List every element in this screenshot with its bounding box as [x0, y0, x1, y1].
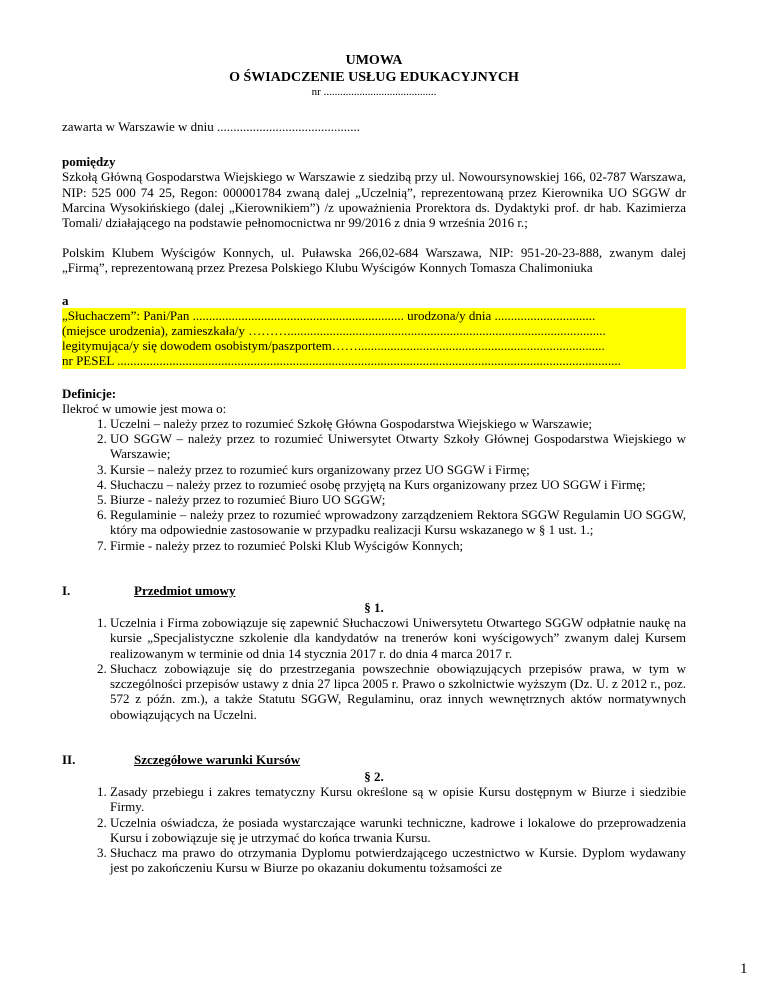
- section-1-list: [62, 615, 686, 721]
- student-line-id: legitymująca/y się dowodem osobistym/paszportem……............................................................................: [62, 338, 686, 353]
- document-title: UMOWA: [345, 53, 403, 68]
- section-heading-1: [62, 583, 686, 598]
- party-university: Szkołą Główną Gospodarstwa Wiejskiego w Warszawie z siedzibą przy ul. Nowoursynowskiej 166, 02-787 Warszawa, NIP: 525 000 74 25, Regon: 000001784 zwaną dalej „Uczelnią”, reprezentowaną przez Kierownika UO SGGW dr Marcina Wysokińskiego (dalej „Kierownikiem”) /z upoważnienia Prorektora ds. Dydaktyki prof. dr hab. Kazimierza Tomali/ działającego na podstawie pełnomocnictwa nr 99/2016 z dnia 9 września 2016 r.;: [62, 169, 686, 231]
- definition-item: 1. Uczelni – należy przez to rozumieć Szkołę Główna Gospodarstwa Wiejskiego w Warszawie;: [110, 416, 686, 431]
- contract-number: nr .........................................: [311, 86, 437, 98]
- section-number: II.: [62, 751, 76, 767]
- page-number: 1: [740, 961, 748, 977]
- definitions-intro: Ilekroć w umowie jest mowa o:: [62, 400, 227, 416]
- document-body: [62, 52, 686, 875]
- student-line-pesel: nr PESEL ...........................................................................................................................................................: [62, 353, 686, 368]
- section-heading-2: [62, 752, 686, 767]
- section-title: Szczegółowe warunki Kursów: [134, 751, 301, 767]
- between-label: pomiędzy: [62, 154, 116, 170]
- clause-item: 1. Uczelnia i Firma zobowiązuje się zapewnić Słuchaczowi Uniwersytetu Otwartego SGGW odpłatnie naukę na kursie „Specjalistyczne szkolenie dla kandydatów na trenerów koni wyścigowych” zwanym dalej Kursem realizowanym w terminie od dnia 14 stycznia 2017 r. do dnia 4 marca 2017 r.: [110, 615, 686, 661]
- section-number: I.: [62, 582, 71, 598]
- and-label: a: [62, 292, 69, 308]
- section-title: Przedmiot umowy: [134, 582, 236, 598]
- paragraph-mark: § 2.: [364, 768, 384, 784]
- student-details: [62, 308, 686, 369]
- clause-item: 2. Słuchacz zobowiązuje się do przestrzegania powszechnie obowiązujących przepisów prawa, w tym w szczególności przepisów ustawy z dnia 27 lipca 2005 r. Prawo o szkolnictwie wyższym (Dz. U. z 2012 r., poz. 572 z późn. zm.), a także Statutu SGGW, Regulaminu, oraz innych wewnętrznych aktów normatywnych obowiązujących na Uczelni.: [110, 661, 686, 722]
- clause-item: 3. Słuchacz ma prawo do otrzymania Dyplomu potwierdzającego uczestnictwo w Kursie. Dyplom wydawany jest po zakończeniu Kursu w Biurze po okazaniu dokumentu tożsamości ze: [110, 845, 686, 875]
- student-line-address: (miejsce urodzenia), zamieszkała/y ………..................................................................................................: [62, 323, 686, 338]
- definition-item: 7. Firmie - należy przez to rozumieć Polski Klub Wyścigów Konnych;: [110, 538, 686, 553]
- clause-item: 1. Zasady przebiegu i zakres tematyczny Kursu określone są w opisie Kursu dostępnym w Biurze i siedzibie Firmy.: [110, 784, 686, 814]
- definition-item: 6. Regulaminie – należy przez to rozumieć wprowadzony zarządzeniem Rektora SGGW Regulamin UO SGGW, który ma odpowiednie zastosowanie w przypadku realizacji Kursu wskazanego w § 1 ust. 1.;: [110, 507, 686, 537]
- party-company: Polskim Klubem Wyścigów Konnych, ul. Puławska 266,02-684 Warszawa, NIP: 951-20-23-888, zwanym dalej „Firmą”, reprezentowaną przez Prezesa Polskiego Klubu Wyścigów Konnych Tomasza Chalimoniuka: [62, 245, 686, 276]
- clause-item: 2. Uczelnia oświadcza, że posiada wystarczające warunki techniczne, kadrowe i lokalowe do przeprowadzenia Kursu i zobowiązuje się je utrzymać do końca trwania Kursu.: [110, 815, 686, 845]
- definitions-heading: Definicje:: [62, 385, 117, 401]
- paragraph-mark: § 1.: [364, 600, 384, 616]
- definition-item: 4. Słuchaczu – należy przez to rozumieć osobę przyjętą na Kurs organizowany przez UO SGGW i Firmę;: [110, 477, 686, 492]
- section-2-list: [62, 784, 686, 875]
- student-line-name: „Słuchaczem”: Pani/Pan ................................................................. urodzona/y dnia ...............................: [62, 308, 686, 323]
- document-subtitle: O ŚWIADCZENIE USŁUG EDUKACYJNYCH: [229, 70, 519, 85]
- definition-item: 2. UO SGGW – należy przez to rozumieć Uniwersytet Otwarty Szkoły Głównej Gospodarstwa Wiejskiego w Warszawie;: [110, 431, 686, 461]
- concluded-line: zawarta w Warszawie w dniu ............................................: [62, 119, 361, 134]
- definition-item: 3. Kursie – należy przez to rozumieć kurs organizowany przez UO SGGW i Firmę;: [110, 462, 686, 477]
- definition-item: 5. Biurze - należy przez to rozumieć Biuro UO SGGW;: [110, 492, 686, 507]
- definitions-list: [62, 416, 686, 553]
